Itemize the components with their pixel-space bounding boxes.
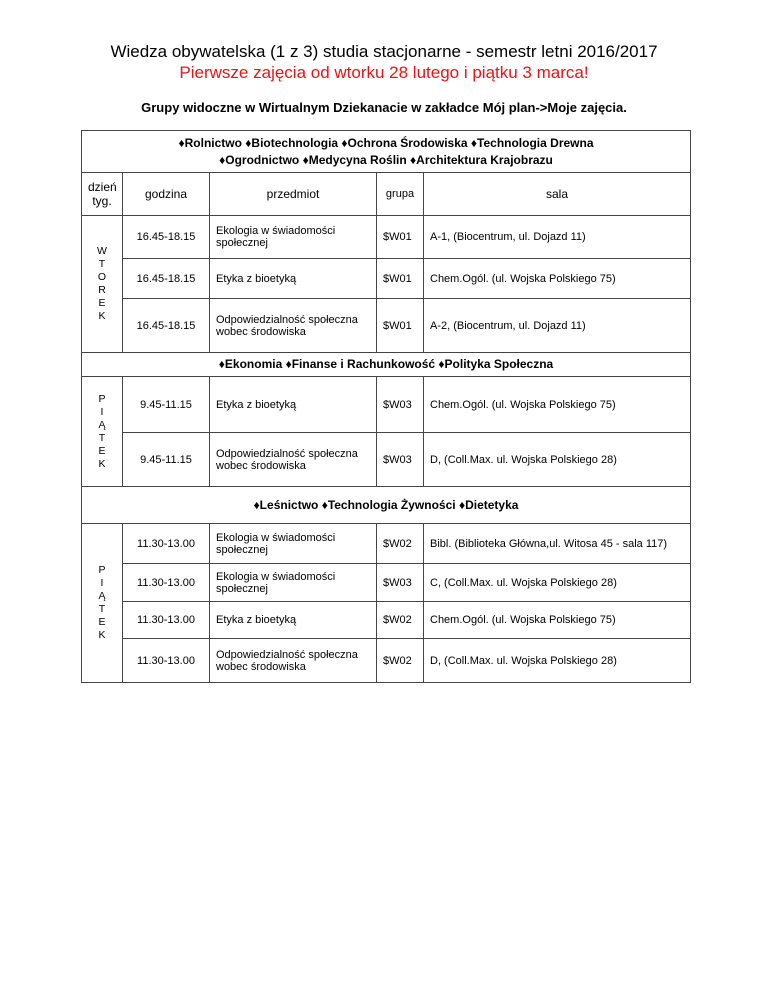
group-cell: $W03: [377, 377, 424, 433]
subject-cell: Odpowiedzialność społeczna wobec środowiska: [210, 433, 377, 487]
time-cell: 11.30-13.00: [123, 524, 210, 564]
section-1-groups-line2: ♦Ogrodnictwo ♦Medycyna Roślin ♦Architektura Krajobrazu: [219, 152, 553, 167]
room-cell: A-2, (Biocentrum, ul. Dojazd 11): [424, 299, 691, 353]
table-row: [82, 639, 691, 683]
header-time: godzina: [123, 173, 210, 216]
subject-cell: Etyka z bioetyką: [210, 377, 377, 433]
group-cell: $W03: [377, 433, 424, 487]
table-row: [82, 564, 691, 602]
page-title: Wiedza obywatelska (1 z 3) studia stacjonarne - semestr letni 2016/2017: [110, 42, 658, 61]
header-group: grupa: [377, 173, 424, 216]
schedule-table: [81, 130, 691, 683]
subject-cell: Etyka z bioetyką: [210, 602, 377, 639]
time-cell: 11.30-13.00: [123, 564, 210, 602]
room-cell: A-1, (Biocentrum, ul. Dojazd 11): [424, 216, 691, 259]
group-cell: $W02: [377, 524, 424, 564]
room-cell: C, (Coll.Max. ul. Wojska Polskiego 28): [424, 564, 691, 602]
time-cell: 11.30-13.00: [123, 639, 210, 683]
table-row: [82, 524, 691, 564]
room-cell: D, (Coll.Max. ul. Wojska Polskiego 28): [424, 639, 691, 683]
day-label-piatek: P I Ą T E K: [82, 524, 123, 683]
subject-cell: Odpowiedzialność społeczna wobec środowiska: [210, 299, 377, 353]
table-row: [82, 259, 691, 299]
room-cell: D, (Coll.Max. ul. Wojska Polskiego 28): [424, 433, 691, 487]
day-label-piatek: P I Ą T E K: [82, 377, 123, 487]
table-row: [82, 216, 691, 259]
group-cell: $W03: [377, 564, 424, 602]
subject-cell: Ekologia w świadomości społecznej: [210, 524, 377, 564]
header-subject: przedmiot: [210, 173, 377, 216]
time-cell: 9.45-11.15: [123, 377, 210, 433]
section-3-groups: ♦Leśnictwo ♦Technologia Żywności ♦Dietetyka: [82, 487, 691, 524]
group-cell: $W01: [377, 216, 424, 259]
table-row: [82, 377, 691, 433]
subject-cell: Etyka z bioetyką: [210, 259, 377, 299]
group-cell: $W02: [377, 639, 424, 683]
time-cell: 16.45-18.15: [123, 216, 210, 259]
subject-cell: Ekologia w świadomości społecznej: [210, 216, 377, 259]
time-cell: 9.45-11.15: [123, 433, 210, 487]
time-cell: 11.30-13.00: [123, 602, 210, 639]
section-1-groups-line1: ♦Rolnictwo ♦Biotechnologia ♦Ochrona Środowiska ♦Technologia Drewna: [178, 135, 594, 150]
page-note: Grupy widoczne w Wirtualnym Dziekanacie w zakładce Mój plan->Moje zajęcia.: [141, 100, 627, 115]
section-2-groups: ♦Ekonomia ♦Finanse i Rachunkowość ♦Polityka Społeczna: [82, 353, 691, 377]
section-1-groups: [82, 131, 691, 173]
time-cell: 16.45-18.15: [123, 259, 210, 299]
header-room: sala: [424, 173, 691, 216]
room-cell: Chem.Ogól. (ul. Wojska Polskiego 75): [424, 259, 691, 299]
table-row: [82, 433, 691, 487]
room-cell: Chem.Ogól. (ul. Wojska Polskiego 75): [424, 377, 691, 433]
group-cell: $W01: [377, 259, 424, 299]
page-subtitle: Pierwsze zajęcia od wtorku 28 lutego i piątku 3 marca!: [179, 63, 589, 82]
header-day: dzień tyg.: [82, 173, 123, 216]
time-cell: 16.45-18.15: [123, 299, 210, 353]
table-row: [82, 602, 691, 639]
table-row: [82, 299, 691, 353]
subject-cell: Ekologia w świadomości społecznej: [210, 564, 377, 602]
group-cell: $W01: [377, 299, 424, 353]
room-cell: Bibl. (Biblioteka Główna,ul. Witosa 45 - sala 117): [424, 524, 691, 564]
day-label-wtorek: W T O R E K: [82, 216, 123, 353]
room-cell: Chem.Ogól. (ul. Wojska Polskiego 75): [424, 602, 691, 639]
group-cell: $W02: [377, 602, 424, 639]
subject-cell: Odpowiedzialność społeczna wobec środowiska: [210, 639, 377, 683]
